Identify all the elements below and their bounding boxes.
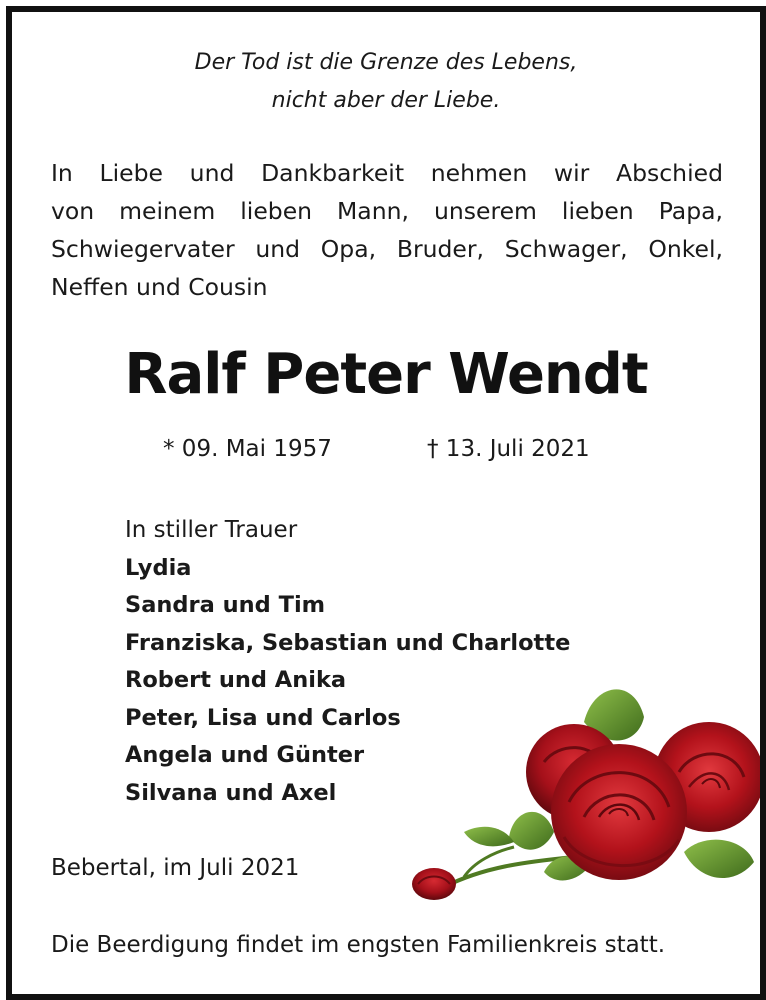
mourner-name: Silvana und Axel <box>125 779 337 806</box>
intro-line-2: von meinem lieben Mann, unserem lieben Papa, <box>51 197 723 225</box>
obituary-frame <box>6 6 766 1000</box>
intro-line-4: Neffen und Cousin <box>51 273 268 301</box>
intro-line-1: In Liebe und Dankbarkeit nehmen wir Abschied <box>51 159 723 187</box>
mourner-name: Robert und Anika <box>125 667 347 693</box>
intro-text <box>51 154 723 306</box>
funeral-note: Die Beerdigung findet im engsten Familienkreis statt. <box>51 932 666 958</box>
mourner-name: Franziska, Sebastian und Charlotte <box>125 629 571 656</box>
mourner-name: Peter, Lisa und Carlos <box>125 704 401 731</box>
quote-line-2: nicht aber der Liebe. <box>271 88 501 113</box>
deceased-name: Ralf Peter Wendt <box>124 342 648 407</box>
quote <box>12 44 760 120</box>
death-date: † 13. Juli 2021 <box>427 436 590 462</box>
mourner-name: Sandra und Tim <box>125 592 326 618</box>
intro-line-3: Schwiegervater und Opa, Bruder, Schwager, Onkel, <box>51 235 723 263</box>
birth-date: * 09. Mai 1957 <box>163 436 332 462</box>
mourners-caption: In stiller Trauer <box>125 517 298 543</box>
red-roses-icon <box>404 662 760 912</box>
quote-line-1: Der Tod ist die Grenze des Lebens, <box>194 50 578 75</box>
mourner-name: Angela und Günter <box>125 742 365 768</box>
place-and-date: Bebertal, im Juli 2021 <box>51 855 300 881</box>
mourner-name: Lydia <box>125 554 192 581</box>
